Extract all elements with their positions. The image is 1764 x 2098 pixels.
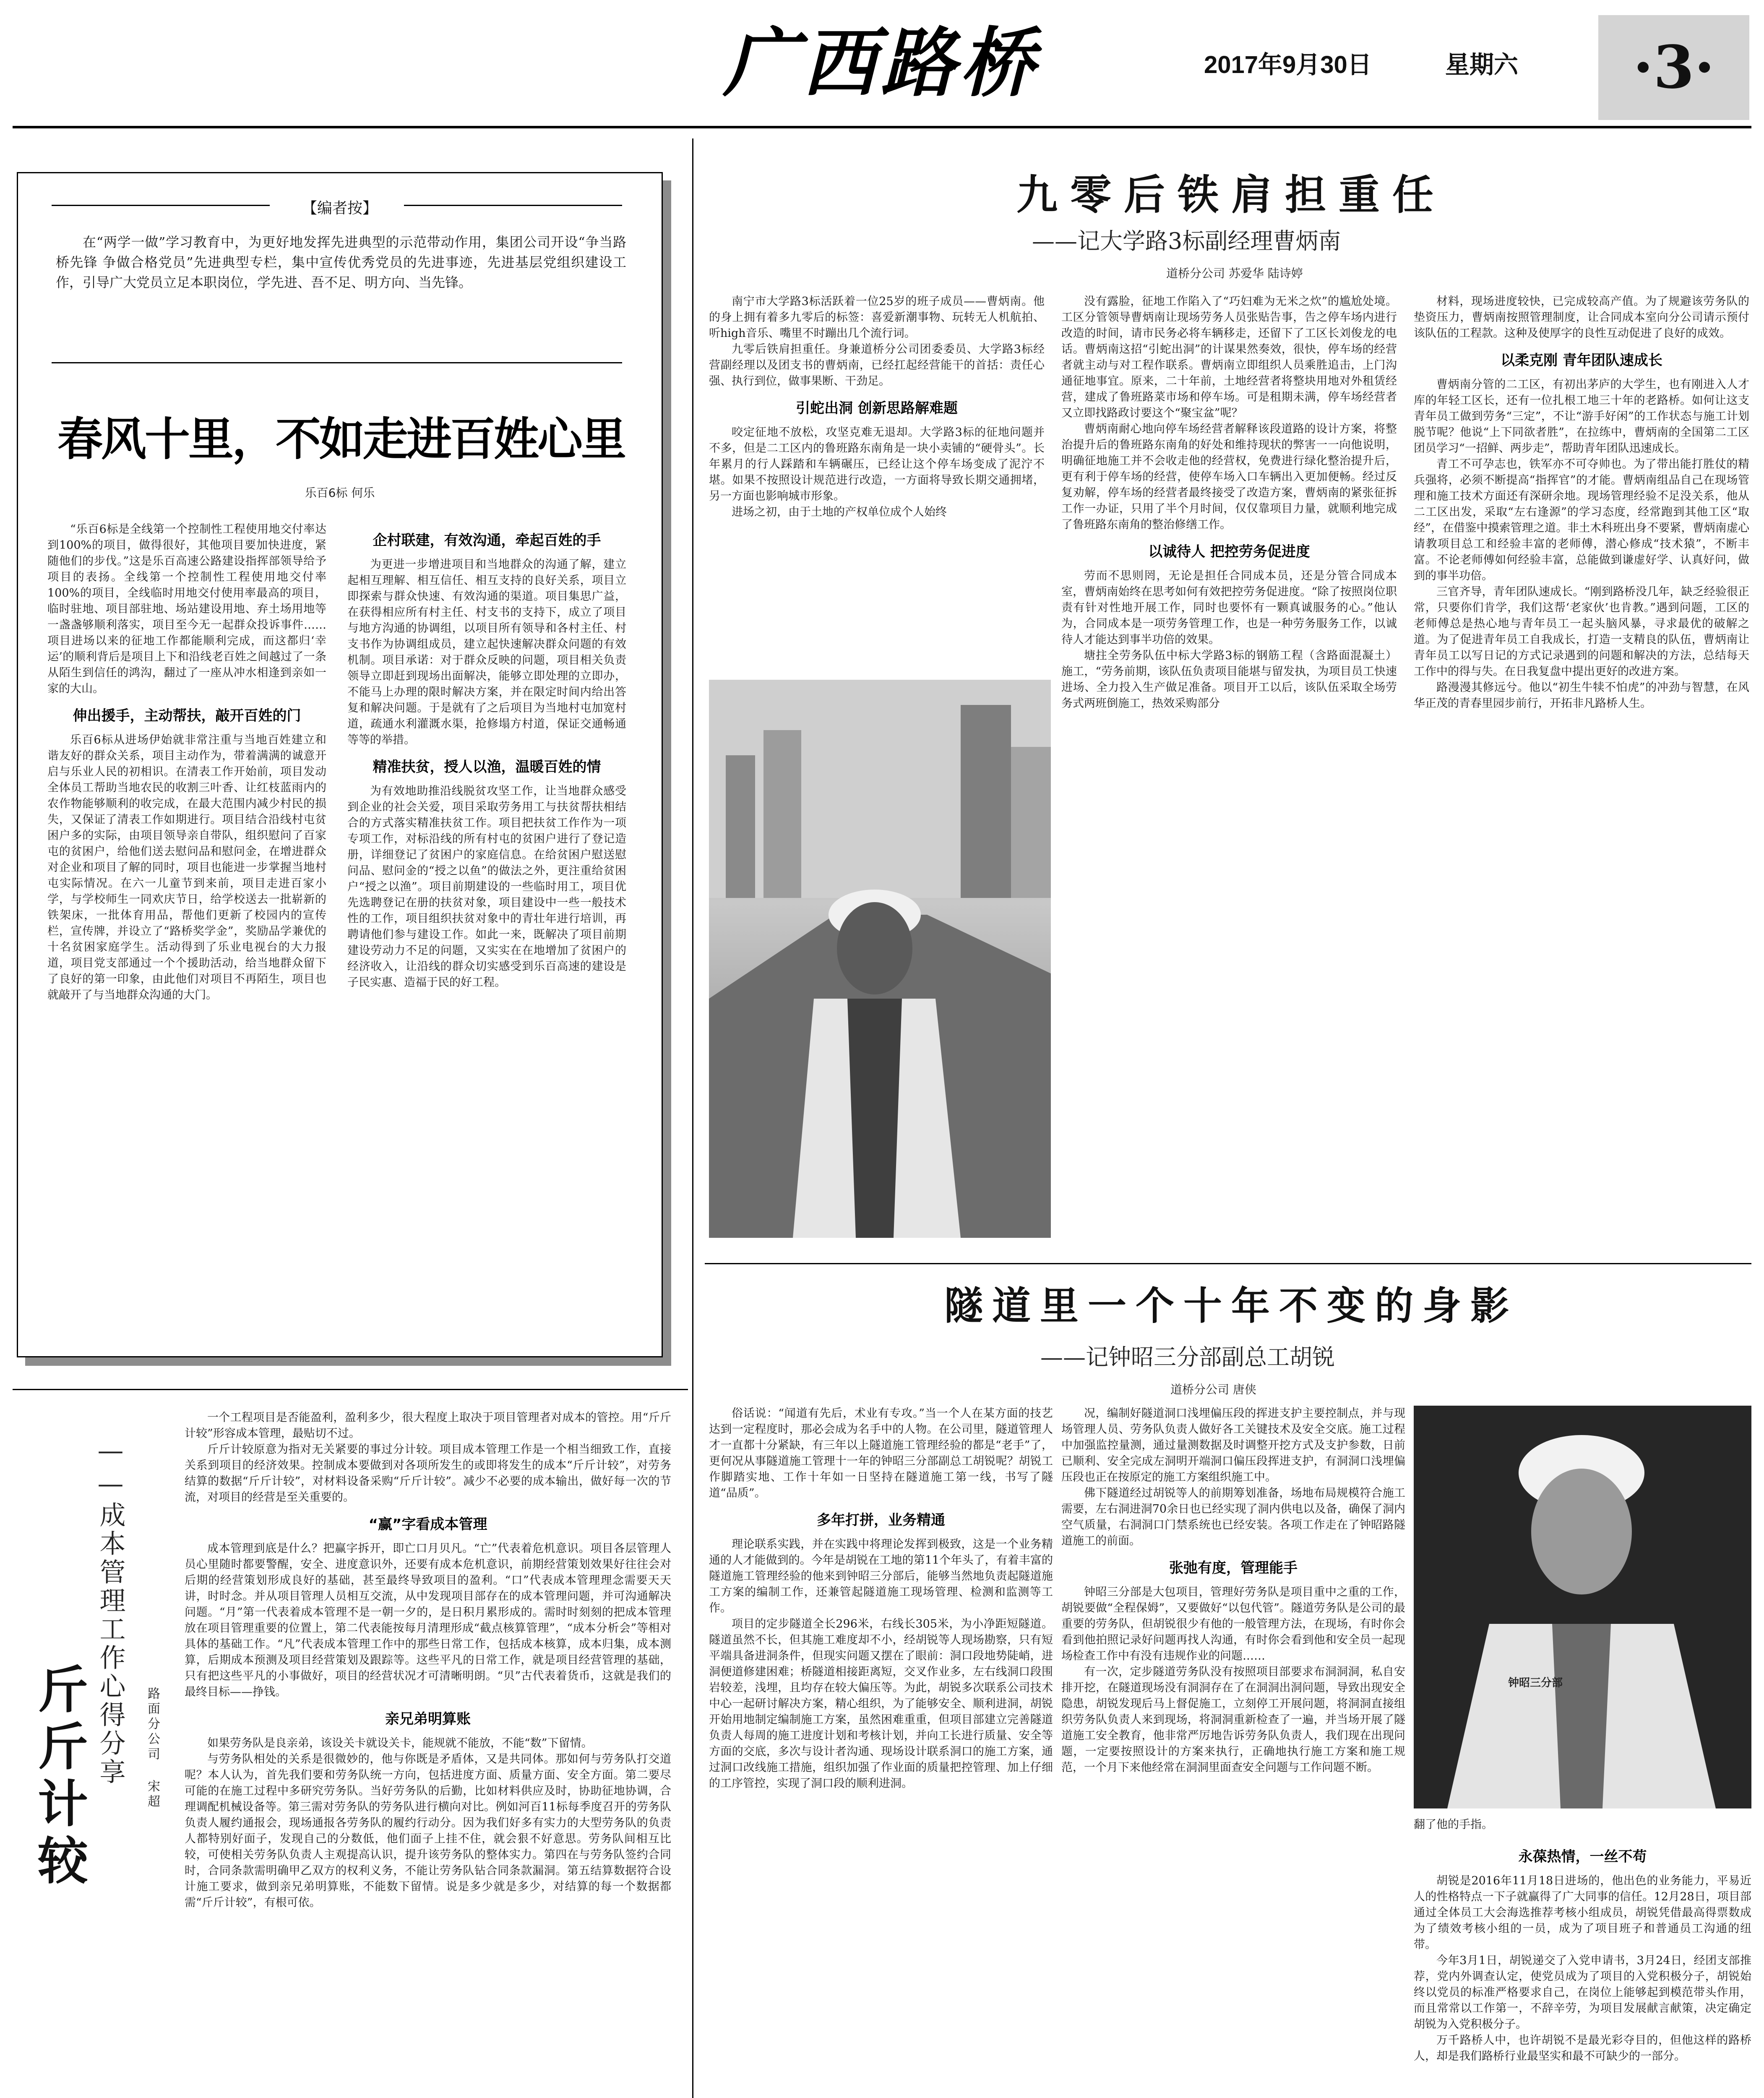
article3-subtitle: ——记大学路3标副经理曹炳南	[1032, 228, 1341, 254]
article3-col-a-list	[709, 294, 1045, 520]
paragraph: 与劳务队相处的关系是很微妙的，他与你既是矛盾体，又是共同体。那如何与劳务队打交道呢？本人认为，首先我们要和劳务队统一方向，包括进度方面、质量方面、安全方面。第二要尽可能的在施工过程中多研究劳务队。当好劳务队的后勤，比如材料供应及时，协助征地协调，合理调配机械设备等。第三需对劳务队的劳务队进行横向对比。例如河百11标每季度召开的劳务队负责人履约通报会，现场通报各劳务队的履约行动分。因为我们好多有实力的大型劳务队的负责人都特别好面子，发现自己的分数低，他们面子上挂不住，就会狠不好意思。劳务队间相互比较，可使相关劳务队负责人主观提高认识，提升该劳务队的整体实力。第四在与劳务队签约合同时，合同条款需明确甲乙双方的权利义务，不能让劳务队钻合同条款漏洞。第五结算数据符合设计施工要求，做到亲兄弟明算账，不能数下留情。说是多少就是多少，对结算的每一个数据都需“斤斤计较”，有根可依。	[185, 1753, 671, 1909]
paragraph: 曹炳南耐心地向停车场经营者解释该段道路的设计方案，将整治提升后的鲁班路东南角的好处和维持现状的弊害一一向他说明，明确征地施工并不会收走他的经营权，免费进行绿化整治提升后，更有利于停车场的经营，使停车场入口车辆出入更加便畅。经过反复劝解，停车场的经营者最终接受了改造方案，曹炳南的紧张征拆工作一办证，只用了半个月时间，仅仅靠项目力量，就顺利地完成了鲁班路东南角的整治修缮工作。	[1061, 423, 1397, 531]
paragraph: 有一次，定步隧道劳务队没有按照项目部要求布洞洞洞，私自安排开挖，在隧道现场没有洞洞存在了在洞洞出洞问题，导致出现安全隐患，胡锐发现后马上督促施工，立刻停工开展问题，将洞洞直接组织劳务队负责人来到现场，将洞洞重新检查了一遍，并当场开展了隧道施工安全教育，他非常严厉地告诉劳务队负责人，我们现在出现问题，一定要按照设计的方案来执行，正确地执行施工方案和施工规范，一个月下来他经常在洞洞里面查安全问题与工作问题不断。	[1061, 1665, 1405, 1774]
paragraph: 材料，现场进度较快，已完成较高产值。为了规避该劳务队的垫资压力，曹炳南按照管理制度，让合同成本室向分公司请示预付该队伍的工程款。这种及使厚字的良性互动促进了良好的成效。	[1414, 295, 1749, 340]
article4-col-c	[1414, 1838, 1751, 2098]
article2-title	[34, 1662, 92, 1890]
paragraph: 万千路桥人中，也许胡锐不是最光彩夺目的，但他这样的路桥人，却是我们路桥行业最坚实和最不可缺少的一部分。	[1414, 2034, 1751, 2063]
paragraph: 进场之初，由于土地的产权单位成个人始终	[732, 506, 947, 519]
section-subhead: 张弛有度，管理能手	[1169, 1560, 1298, 1576]
masthead-rule	[13, 126, 1751, 128]
paragraph: 成本管理到底是什么？把赢字拆开，即亡口月贝凡。“亡”代表着危机意识。项目各层管理人员心里随时都要警醒，安全、进度意识外，还要有成本危机意识，前期经营策划效果好往往会对后期的经营策划形成良好的基础，甚至最终导致项目的盈利。“口”代表成本管理理念需要天天讲，时时念。并从项目管理人员相互交流，从中发现项目部存在的成本管理问题，并可沟通解决问题。“月”第一代表着成本管理不是一朝一夕的，是日积月累形成的。需时时刻刻的把成本管理放在项目管理重要的位置上，第二代表能按每月清理形成“截点核算管理”，“成本分析会”等相对具体的基础工作。“凡”代表成本管理工作中的那些日常工作，包括成本核算，成本归集，成本测算，后期成本预测及项目经营策划及跟踪等。这些平凡的日常工作，就是项目经营管理的基础，只有把这些平凡的小事做好，项目的经营状况才可清晰明朗。“贝”古代表着货币，这就是我们的最终目标——挣钱。	[185, 1542, 671, 1699]
paragraph: 青工不可孕志也，铁军亦不可夺帅也。为了带出能打胜仗的精兵强将，必须不断提高“指挥官”的才能。曹炳南组品自己在现场管理和施工技术方面还有深研余地。现场管理经验不足没关系，他从二工区出发，采取“左右逢源”的学习态度，经常跑到其他工区“取经”，在借鉴中摸索管理之道。非土木科班出身不要紧，曹炳南虚心请教项目总工和经验丰富的老师傅，潜心修成“技术猿”，不断丰富。不论老师傅如何经验丰富，总能做到谦虚好学、认真好问，做到的事半功倍。	[1414, 458, 1749, 582]
article2-subtitle: ——成本管理工作心得分享	[95, 1435, 126, 1787]
paragraph: 曹炳南分管的二工区，有初出茅庐的大学生，也有刚进入人才库的年轻工区长，还有一位扎根工地三十年的老路桥。如何让这支青年员工做到劳务“三定”，不让“游手好闲”的工作状态与施工计划脱节呢？他说“上下同欲者胜”，在拉练中，曹炳南的全国第二工区团员学习“一招鲜、两步走”，帮助青年团队迅速成长。	[1414, 378, 1749, 455]
article1-col1	[47, 522, 326, 1331]
article4-title: 隧道里一个十年不变的身影	[944, 1283, 1518, 1328]
issue-date: 2017年9月30日	[1204, 51, 1372, 78]
paragraph: 俗话说：“闻道有先后，术业有专攻。”当一个人在某方面的技艺达到一定程度时，那必会成为名手中的人物。在公司里，隧道管理人才一直都十分紧缺，有三年以上隧道施工管理经验的都是“老手”了，更何况从事隧道施工管理十一年的钟昭三分部副总工胡锐呢？胡锐工作脚踏实地、工作十年如一日坚持在隧道施工第一线，书写了隧道“品质”。	[709, 1407, 1053, 1500]
paragraph: 九零后铁肩担重任。身兼道桥分公司团委委员、大学路3标经营副经理以及团支书的曹炳南，已经扛起经营能干的首括：责任心强、执行到位，做事果断、干劲足。	[709, 343, 1045, 388]
article3-photo-graphic	[709, 680, 1051, 1238]
section-subhead: 伸出援手，主动帮扶，敲开百姓的门	[73, 707, 301, 724]
paragraph: 斤斤计较原意为指对无关紧要的事过分计较。项目成本管理工作是一个相当细致工作，直接关系到项目的经济效果。控制成本要做到对各项所发生的或即将发生的成本“斤斤计较”，对劳务结算的数据“斤斤计较”，对材料设备采购“斤斤计较”。减少不必要的成本输出，做好每一次的节流，对项目的经营是至关重要的。	[185, 1443, 671, 1504]
section-subhead: 亲兄弟明算账	[385, 1711, 471, 1727]
article1-col2	[347, 522, 626, 1331]
article3-col-b	[1061, 294, 1397, 1250]
editor-note-label: 【编者按】	[302, 200, 378, 217]
article4-photo-graphic	[1414, 1406, 1751, 1808]
article4-photo-caption: 翻了他的手指。	[1414, 1818, 1493, 1831]
paragraph: 南宁市大学路3标活跃着一位25岁的班子成员——曹炳南。他的身上拥有着多九零后的标签：喜爱新潮事物、玩转无人机航拍、听high音乐、嘴里不时蹦出几个流行词。	[709, 295, 1045, 340]
section-subhead: 精准扶贫，授人以渔，温暖百姓的情	[373, 759, 601, 775]
article2-top-rule	[13, 1389, 688, 1390]
article4-col-b-list	[1061, 1406, 1405, 1776]
issue-weekday: 星期六	[1445, 51, 1519, 78]
section-subhead: 企村联建，有效沟通，牵起百姓的手	[373, 532, 601, 549]
section-subhead: 以诚待人 把控劳务促进度	[1148, 543, 1310, 560]
article4-col-b	[1061, 1406, 1405, 2098]
section-subhead: 引蛇出洞 创新思路解难题	[796, 400, 958, 417]
article4-col-a	[709, 1406, 1053, 2098]
paragraph: 塘拄全劳务队伍中标大学路3标的钢筋工程（含路面混凝土）施工，“劳务前期，该队伍负责项目能堪与留发执，为项目员工快速进场、全力投入生产做足准备。项目开工以后，该队伍采取全场劳务式两班倒施工，热效采购部分	[1061, 649, 1397, 710]
article4-photo	[1414, 1406, 1751, 1808]
article2-body-list	[185, 1410, 671, 1911]
page-number-box	[1598, 15, 1749, 120]
section-subhead: “赢”字看成本管理	[368, 1516, 487, 1533]
paragraph: 项目的定步隧道全长296米，右线长305米，为小净距短隧道。隧道虽然不长，但其施工难度却不小，经胡锐等人现场勘察，只有短平端具备进洞条件，但现实问题又摆在了眼前：洞口段地势陡峭，进洞便道修建困难；桥隧道相接距离短，交叉作业多，左右线洞口段围岩较差，浅埋，且均存在较大偏压等。为此，胡锐多次联系公司技术中心一起研讨解决方案，精心组织，为了能够安全、顺利进洞，胡锐开始用地制定编制施工方案，虽然困难重重，但项目部建立完善隧道负责人每周的施工进度计划和考核计划，并向工长进行质量、安全等方面的交底，多次与设计者沟通、现场设计联系洞口的施工方案，通过洞口改线施工措施，组织加强了作业面的质量把控管理、加上仔细的工序管控，实现了洞口段的顺利进洞。	[709, 1618, 1053, 1790]
article3-title: 九零后铁肩担重任	[1016, 171, 1446, 219]
section-subhead: 多年打拼，业务精通	[817, 1512, 945, 1529]
article3-col-a	[709, 294, 1045, 722]
article3-col-c	[1414, 294, 1749, 1250]
feature-box	[17, 172, 663, 1357]
article2-title-line1: 斤斤	[38, 1660, 88, 1777]
editor-note-rule-right	[404, 205, 622, 206]
article2-body	[185, 1410, 671, 2098]
section-subhead: 以柔克刚 青年团队速成长	[1501, 352, 1662, 369]
paragraph: 况，编制好隧道洞口浅埋偏压段的挥进支护主要控制点，并与现场管理人员、劳务队负责人做好各工关键技术及安全交底。施工过程中加强监控量测，通过量测数据及时调整开挖方式及支护参数，日前已顺利、安全完成左洞明开端洞口偏压段挥进支护，有洞洞口浅埋偏压段也正在按原定的施工方案组织施工中。	[1061, 1407, 1405, 1484]
article2-byline: 路面分公司 宋超	[145, 1687, 160, 1810]
article3-col-c-list	[1414, 294, 1749, 712]
article2-title-line2: 计较	[38, 1774, 88, 1891]
article3-photo	[709, 680, 1051, 1238]
article1-col2-list	[347, 531, 626, 991]
article4-col-a-list	[709, 1406, 1053, 1792]
paragraph: 今年3月1日，胡锐递交了入党申请书，3月24日，经团支部推荐，党内外调查认定，使党员成为了项目的入党积极分子，胡锐始终以党员的标准严格要求自己，在岗位上能够起到模范带头作用，而且常常以工作第一，不辞辛劳，为项目发展献言献策，决定确定胡锐为入党积极分子。	[1414, 1954, 1751, 2031]
paragraph: 没有露脸，征地工作陷入了“巧妇难为无米之炊”的尴尬处境。工区分管领导曹炳南让现场劳务人员张贴告事，告之停车场内进行改造的时间，请市民务必将车辆移走，还留下了工区长刘俊龙的电话。曹炳南这招“引蛇出洞”的计谋果然奏效，很快，停车场的经营者就主动与对工程作联系。曹炳南立即组织人员乘胜追击，上门沟通征地事宜。原来，二十年前，土地经营者将整块用地对外租赁经营，建成了鲁班路菜市场和停车场。可是租期未满，停车场经营者又立即找路政讨要这个“聚宝盆”呢？	[1061, 295, 1397, 420]
paragraph: 为更进一步增进项目和当地群众的沟通了解，建立起相互理解、相互信任、相互支持的良好关系，项目立即探索与群众快速、有效沟通的渠道。项目集思广益，在获得相应所有村主任、村支书的支持下，成立了项目与地方沟通的协调组，以项目所有领导和各村主任、村支书作为协调组成员，建立起快速解决群众问题的有效机制。项目承诺：对于群众反映的问题，项目相关负责领导立即赶到现场出面解决，能够立即处理的立即办，不能马上办理的限时解决方案，并在限定时间内给出答复和解决问题。于是就有了之后项目为当地村屯加宽村道，疏通水利灌溉水渠，抢修塌方村道，保证交通畅通等等的举措。	[347, 558, 626, 746]
article4-byline: 道桥分公司 唐侠	[1170, 1383, 1256, 1396]
paragraph: 乐百6标从进场伊始就非常注重与当地百姓建立和谐友好的群众关系，项目主动作为，带着满满的诚意开启与乐业人民的初相识。在清表工作开始前，项目发动全体员工帮助当地农民的收割三叶香、让红枝蓝雨内的农作物能够顺利的收完成，在最大范围内减少村民的损失，又保证了清表工作如期进行。项目结合沿线村屯贫困户多的实际，由项目领导亲自带队，组织慰问了百家屯的贫困户，给他们送去慰问品和慰问金，在增进群众对企业和项目了解的同时，项目也能进一步掌握当地村屯实际情况。在六一儿童节到来前，项目走进百家小学，与学校师生一同欢庆节日，给学校送去一批崭新的铁架床，一批体育用品，帮他们更新了校园内的宣传栏，宣传牌，并设立了“路桥奖学金”，奖励品学兼优的十名贫困家庭学生。活动得到了乐业电视台的大力报道，项目党支部通过一个个援助活动，给当地群众留下了良好的第一印象，由此他们对项目不再陌生，项目也就敲开了与当地群众沟通的大门。	[47, 733, 326, 1002]
article1-col1-list	[47, 522, 326, 1003]
paragraph: “乐百6标是全线第一个控制性工程使用地交付率达到100%的项目，做得很好，其他项目要加快进度，紧随他们的步伐。”这是乐百高速公路建设指挥部领导给予项目的表扬。全线第一个控制性工程使用地交付率100%的项目，全线临时用地交付使用率最高的项目，临时驻地、项目部驻地、场站建设用地、弃土场用地等一盏盏够顺利落实，项目至今无一起群众投诉事件……项目进场以来的征地工作都能顺利完成，而这都归‘幸运’的顺利背后是项目上下和沿线老百姓之间越过了一条从陌生到信任的鸿沟，翻过了一座从冲水相逢到亲如一家的大山。	[47, 523, 326, 695]
article4-col-c-list	[1414, 1847, 1751, 2064]
paragraph: 一个工程项目是否能盈利，盈利多少，很大程度上取决于项目管理者对成本的管控。用“斤斤计较”形容成本管理，最贴切不过。	[185, 1411, 671, 1440]
left-column-divider	[692, 138, 693, 2098]
paragraph: 咬定征地不放松，攻坚克难无退却。大学路3标的征地问题并不多，但是二工区内的鲁班路东南角是一块小卖铺的“硬骨头”。长年累月的行人踩踏和车辆碾压，已经让这个停车场变成了泥泞不堪。如果不按照设计规范进行改造，一方面将导致长期交通拥堵，另一方面也影响城市形象。	[709, 426, 1045, 503]
article4-subtitle: ——记钟昭三分部副总工胡锐	[1040, 1344, 1335, 1370]
page-number: ·3·	[1633, 33, 1715, 102]
article3-byline: 道桥分公司 苏爱华 陆诗婷	[1166, 266, 1303, 280]
article1-title: 春风十里，不如走进百姓心里	[57, 413, 625, 466]
masthead-title: 广西路桥	[723, 19, 1039, 107]
paragraph: 钟昭三分部是大包项目，管理好劳务队是项目重中之重的工作，胡锐要做“全程保姆”，又要做好“以包代管”。隧道劳务队是公司的最重要的劳务队，但胡锐很少有他的一般管理方法，在现场，有时你会看到他拍照记录好问题再找人沟通，有时你会看到他和安全员一起现场检查工作中有没有违规作业的问题……	[1061, 1586, 1405, 1662]
editor-note-bottom-rule	[52, 362, 622, 363]
paragraph: 理论联系实践，并在实践中将理论发挥到极致，这是一个业务精通的人才能做到的。今年是胡锐在工地的第11个年头了，有着丰富的隧道施工管理经验的他来到钟昭三分部后，能够当然地负责起隧道施工方案的编制工作，还兼管起隧道施工现场管理、检测和监测等工作。	[709, 1538, 1053, 1615]
paragraph: 佛下隧道经过胡锐等人的前期筹划准备，场地布局规模符合施工需要，左右洞进洞70余日也已经实现了洞内供电以及备，确保了洞内空气质量，右洞洞口门禁系统也已经安装。各项工作走在了钟昭路隧道施工的前面。	[1061, 1487, 1405, 1547]
editor-note-rule-left	[52, 205, 270, 206]
editor-note-text: 在“两学一做”学习教育中，为更好地发挥先进典型的示范带动作用，集团公司开设“争当路桥先锋 争做合格党员”先进典型专栏，集中宣传优秀党员的先进事迹，先进基层党组织建设工作，引导广大党员立足本职岗位，学先进、吾不足、明方向、当先锋。	[56, 234, 626, 290]
paragraph: 路漫漫其修远兮。他以“初生牛犊不怕虎”的冲劲与智慧，在风华正茂的青春里园步前行，开拓非凡路桥人生。	[1414, 681, 1749, 710]
article1-byline: 乐百6标 何乐	[305, 486, 375, 500]
paragraph: 三官齐导，青年团队速成长。“刚到路桥没几年，缺乏经验很正常，只要你们肯学，我们这帮‘老家伙’也肯教。”遇到问题，工区的老师傅总是热心地与青年员工一起头脑风暴，寻求最优的破解之道。为了促进青年员工自我成长，打造一支精良的队伍，曹炳南让青年员工以写日记的方式记录遇到的问题和解决的方法，总结每天工作中的得与失。在日我复盘中提出更好的改进方案。	[1414, 585, 1749, 678]
vest-label: 钟昭三分部	[1508, 1677, 1563, 1689]
paragraph: 胡锐是2016年11月18日进场的，他出色的业务能力，平易近人的性格特点一下子就赢得了广大同事的信任。12月28日，项目部通过全体员工大会海选推荐考核小组成员，胡锐凭借最高得票数成为了绩效考核小组的一员，成为了项目班子和普通员工沟通的纽带。	[1414, 1874, 1751, 1951]
article3-col-b-list	[1061, 294, 1397, 712]
section-subhead: 永葆热情，一丝不苟	[1518, 1848, 1647, 1865]
paragraph: 为有效地助推沿线脱贫攻坚工作，让当地群众感受到企业的社会关爱，项目采取劳务用工与扶贫帮扶相结合的方式落实精准扶贫工作。项目把扶贫工作作为一项专项工作，对标沿线的所有村屯的贫困户进行了登记造册，详细登记了贫困户的家庭信息。在给贫困户慰送慰问品、慰问金的“授之以鱼”的做法之外，更注重给贫困户“授之以渔”。项目前期建设的一些临时用工，项目优先选聘登记在册的扶贫对象，项目建设中一些一般技术性的工作，项目组织扶贫对象中的青壮年进行培训，再聘请他们参与建设工作。如此一来，既解决了项目前期建设劳动力不足的问题，又实实在在地增加了贫困户的经济收入，让沿线的群众切实感受到乐百高速的建设是子民实惠、造福于民的好工程。	[347, 785, 626, 989]
paragraph: 劳而不思则罔，无论是担任合同成本员，还是分管合同成本室，曹炳南始终在思考如何有效把控劳务促进度。“除了按照岗位职责有针对性地开展工作，同时也要怀有一颗真诚服务的心。”他认为，合同成本是一项劳务管理工作，也是一种劳务服务工作，以诚待人才能达到事半功倍的效果。	[1061, 569, 1397, 646]
paragraph: 如果劳务队是良亲弟，该设关卡就设关卡，能规就不能放，不能“数”下留情。	[207, 1737, 593, 1750]
article3-bottom-rule	[705, 1263, 1751, 1264]
